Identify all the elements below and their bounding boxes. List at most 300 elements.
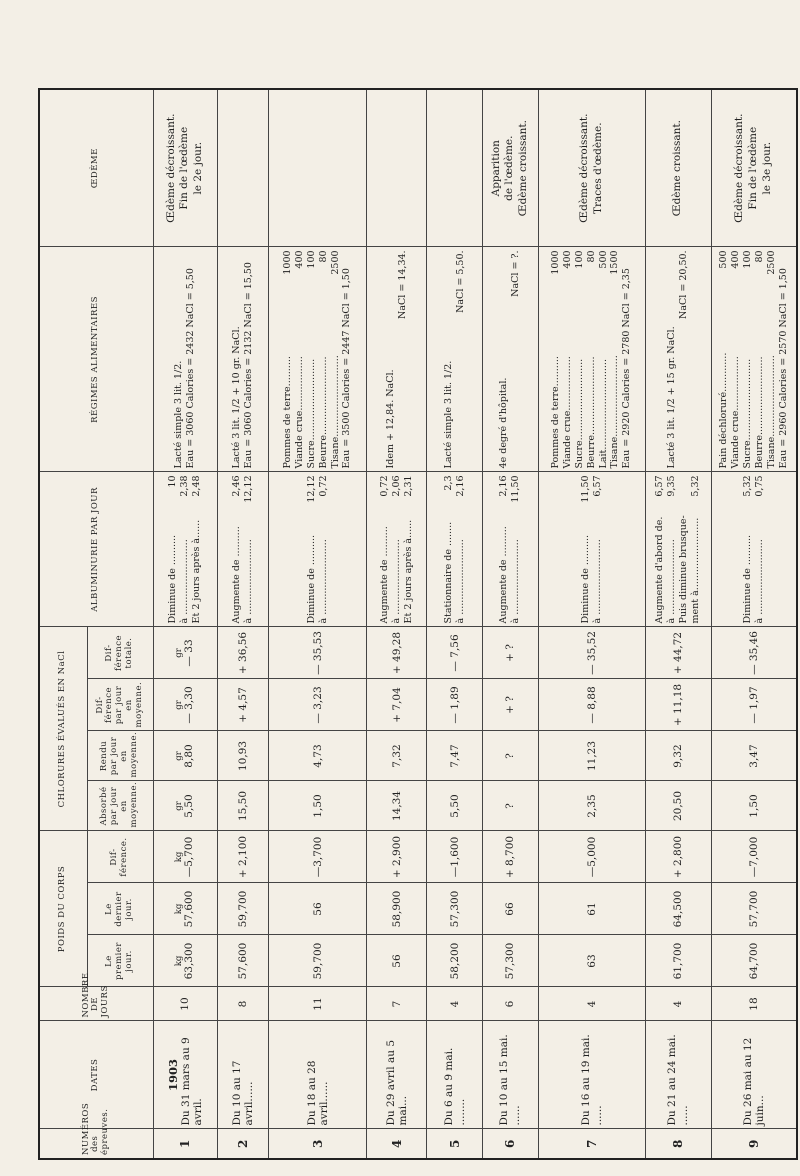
cell-poids-dernier (153, 883, 217, 935)
regime-item-label: Lait.............................. (597, 359, 609, 469)
albu-value: 0,72 (317, 475, 329, 497)
albu-label: Augmente de .......... (498, 526, 510, 624)
value: —5,700 (183, 836, 196, 878)
albu-label: Augmente d'abord de. (654, 516, 666, 624)
value: 57,600 (236, 942, 249, 980)
albu-line (231, 475, 243, 623)
regime-item (598, 250, 610, 468)
cell-poids-diff (153, 831, 217, 883)
regime-item-label: Tisane........................... (609, 355, 621, 469)
cell-diff-jour (217, 679, 268, 731)
albu-label: Augmente de .......... (230, 526, 242, 624)
regime-item-value: 100 (742, 250, 754, 269)
cell-poids-diff (427, 831, 483, 883)
albu-line (498, 475, 510, 623)
regime-text: Lacté 3 lit. 1/2 + 15 gr. NaCl. (666, 326, 678, 469)
table-row (427, 89, 483, 1159)
value: —3,700 (311, 836, 324, 878)
table-row (645, 89, 711, 1159)
albu-line (678, 475, 690, 623)
date-label: Du 18 au 28 avril...... (305, 1060, 330, 1126)
cell-poids-diff (711, 831, 797, 883)
cell-jours: 8 (217, 987, 268, 1021)
albu-value: 2,16 (498, 475, 510, 497)
albu-value: 9,35 (666, 475, 678, 497)
cell-diff-jour (427, 679, 483, 731)
cell-poids-diff (367, 831, 427, 883)
data-table (38, 88, 798, 1160)
cell-absorbe (711, 781, 797, 831)
date-label: Du 31 mars au 9 avril. (180, 1037, 205, 1126)
albu-label: à ......................... (454, 539, 466, 624)
cell-regime (427, 247, 483, 472)
albu-value: 2,16 (454, 475, 466, 497)
cell-absorbe (482, 781, 538, 831)
cell-oedeme (538, 89, 645, 247)
unit-label: gr (173, 751, 184, 761)
regime-text: Eau = 3060 Calories = 2432 NaCl = 5,50 (185, 268, 197, 469)
cell-diff-totale (711, 627, 797, 679)
value: 9,32 (672, 744, 685, 768)
regime-item-value: 400 (561, 250, 573, 269)
regime-text: Idem + 12,84. NaCl. (385, 369, 396, 469)
cell-poids-diff (538, 831, 645, 883)
albu-label: Stationnaire de ........ (442, 521, 454, 624)
albu-value: 2,31 (402, 475, 414, 497)
albu-value: 2,38 (179, 475, 191, 497)
oedeme-line: Apparition (489, 140, 502, 197)
cell-oedeme (711, 89, 797, 247)
cell-poids-premier (482, 935, 538, 987)
header-poids-dernier: Le dernier jour. (87, 883, 153, 935)
cell-albuminurie (153, 472, 217, 627)
albu-label: Et 2 jours après à...... (402, 519, 414, 624)
value: — 1,89 (448, 686, 461, 724)
value: — 35,46 (747, 631, 760, 675)
cell-albuminurie (482, 472, 538, 627)
value: —5,000 (585, 836, 598, 878)
albu-line (754, 475, 766, 623)
table-row (482, 89, 538, 1159)
cell-date (482, 1021, 538, 1129)
cell-diff-totale (217, 627, 268, 679)
value: 15,50 (236, 790, 249, 822)
regime-item-value: 400 (293, 250, 305, 269)
date-label: Du 29 avril au 5 mai... (384, 1039, 409, 1126)
regime-item (330, 250, 342, 468)
regime-item-label: Beurre.......................... (317, 356, 329, 469)
header-poids-diff: Dif- férence. (87, 831, 153, 883)
value: + 2,900 (390, 835, 403, 879)
regime-item (550, 250, 562, 468)
cell-rendu (482, 731, 538, 781)
albu-label: à ......................... (753, 539, 765, 624)
cell-absorbe (269, 781, 367, 831)
regime-item (318, 250, 330, 468)
regime-item (766, 250, 778, 468)
albu-value: 6,57 (654, 475, 666, 497)
cell-diff-totale (538, 627, 645, 679)
regime-item-label: Beurre.......................... (753, 356, 765, 469)
table-row (711, 89, 797, 1159)
value: 58,900 (390, 890, 403, 928)
cell-poids-premier (645, 935, 711, 987)
value: 58,200 (448, 942, 461, 980)
header-oedeme: ŒDÈME (39, 89, 153, 247)
value: — 1,97 (747, 686, 760, 724)
cell-rendu (711, 731, 797, 781)
value: 66 (504, 902, 517, 916)
albu-line (243, 475, 255, 623)
albu-label: à ......................... (317, 539, 329, 624)
albu-line (742, 475, 754, 623)
oedeme-line: Œdème croissant. (517, 120, 530, 217)
regime-item (754, 250, 766, 468)
value: 2,35 (585, 794, 598, 818)
cell-diff-jour (269, 679, 367, 731)
albu-line (306, 475, 318, 623)
regime-item-label: Sucre........................... (305, 358, 317, 469)
cell-absorbe (153, 781, 217, 831)
cell-jours: 7 (367, 987, 427, 1021)
cell-absorbe (427, 781, 483, 831)
value: + 2,100 (236, 835, 249, 879)
year-label: 1903 (166, 1059, 181, 1092)
oedeme-line: Œdème décroissant. (164, 113, 177, 223)
cell-diff-totale (427, 627, 483, 679)
albu-value: 2,06 (390, 475, 402, 497)
cell-jours: 6 (482, 987, 538, 1021)
header-num: NUMÉROS des épreuves. (39, 1129, 153, 1159)
value: —7,000 (747, 836, 760, 878)
header-poids: POIDS DU CORPS (39, 831, 87, 987)
albu-value: 12,12 (242, 475, 254, 503)
regime-item-label: Sucre........................... (742, 358, 754, 469)
value: 61,700 (672, 942, 685, 980)
albu-value: 2,46 (230, 475, 242, 497)
oedeme-line: Œdème décroissant. (577, 113, 590, 223)
oedeme-line: de l'œdème. (503, 135, 516, 201)
cell-poids-dernier (217, 883, 268, 935)
header-nb-jours: NOMBRE DE JOURS (39, 987, 153, 1021)
albu-line (666, 475, 678, 623)
albu-line (179, 475, 191, 623)
albu-line (592, 475, 604, 623)
albu-value: 0,75 (753, 475, 765, 497)
value: 63 (585, 954, 598, 968)
date-label: Du 21 au 24 mai. ...... (666, 1034, 691, 1126)
cell-poids-premier (367, 935, 427, 987)
cell-jours: 4 (645, 987, 711, 1021)
cell-rendu (269, 731, 367, 781)
header-poids-premier: Le premier jour. (87, 935, 153, 987)
regime-item-label: Tisane........................... (329, 355, 341, 469)
cell-albuminurie (538, 472, 645, 627)
cell-oedeme (217, 89, 268, 247)
cell-poids-diff (482, 831, 538, 883)
cell-regime (482, 247, 538, 472)
cell-regime (538, 247, 645, 472)
cell-poids-premier (711, 935, 797, 987)
header-chlor-difftot: Dif- férence totale. (87, 627, 153, 679)
regime-item (730, 250, 742, 468)
albu-line (379, 475, 391, 623)
regime-item-value: 1500 (609, 250, 621, 275)
oedeme-line: Fin de l'œdème (178, 126, 191, 210)
regime-item-label: Viande crue.................. (293, 356, 305, 469)
cell-oedeme (153, 89, 217, 247)
table-row (538, 89, 645, 1159)
cell-poids-dernier (367, 883, 427, 935)
albu-value: 2,48 (191, 475, 203, 497)
cell-albuminurie (645, 472, 711, 627)
cell-poids-diff (217, 831, 268, 883)
value: — 3,30 (183, 686, 196, 724)
cell-albuminurie (427, 472, 483, 627)
cell-poids-diff (269, 831, 367, 883)
value: ? (504, 753, 517, 759)
cell-poids-diff (645, 831, 711, 883)
value: — 35,52 (585, 631, 598, 675)
date-label: Du 10 au 15 mai. ...... (498, 1034, 523, 1126)
value: 8,80 (183, 744, 196, 768)
regime-text: NaCl = ?. (510, 250, 522, 297)
albu-label: à ......................... (666, 539, 678, 624)
unit-label: kg (173, 903, 184, 915)
regime-item-value: 1000 (550, 250, 561, 275)
cell-rendu (217, 731, 268, 781)
albu-value: 11,50 (579, 475, 591, 503)
cell-oedeme (269, 89, 367, 247)
date-label: Du 16 au 19 mai. ...... (579, 1034, 604, 1126)
cell-jours: 10 (153, 987, 217, 1021)
regime-text: Eau = 2960 Calories = 2570 NaCl = 1,50 (777, 268, 789, 469)
value: 64,700 (747, 942, 760, 980)
table-body (153, 89, 797, 1159)
regime-item-label: Tisane........................... (765, 355, 777, 469)
regime-item-value: 500 (597, 250, 609, 269)
albu-label: Et 2 jours après à...... (191, 519, 203, 624)
albu-label: Diminue de .......... (167, 534, 179, 624)
oedeme-line: Traces d'œdème. (591, 122, 604, 214)
cell-diff-jour (538, 679, 645, 731)
header-chlor-absorbe: Absorbé par jour en moyenne. (87, 781, 153, 831)
cell-diff-totale (269, 627, 367, 679)
cell-num: 2 (217, 1129, 268, 1159)
table-header (39, 89, 153, 1159)
regime-item (282, 250, 294, 468)
regime-text: Eau = 3060 Calories = 2132 NaCl = 15,50 (242, 262, 254, 469)
cell-absorbe (538, 781, 645, 831)
albu-label: à ......................... (591, 539, 603, 624)
albu-value: 0,72 (379, 475, 391, 497)
cell-jours: 4 (538, 987, 645, 1021)
table-row (217, 89, 268, 1159)
value: 1,50 (747, 794, 760, 818)
value: 1,50 (311, 794, 324, 818)
regime-item-label: Viande crue.................. (561, 356, 573, 469)
regime-item (586, 250, 598, 468)
cell-diff-jour (367, 679, 427, 731)
cell-num: 5 (427, 1129, 483, 1159)
regime-item-value: 80 (753, 250, 765, 263)
oedeme-line: le 2e jour. (191, 141, 204, 195)
cell-date (427, 1021, 483, 1129)
date-label: Du 6 au 9 mai. ........ (442, 1047, 467, 1126)
value: 4,73 (311, 744, 324, 768)
value: 57,300 (448, 890, 461, 928)
regime-item-value: 80 (585, 250, 597, 263)
regime-item-label: Sucre........................... (573, 358, 585, 469)
cell-date (367, 1021, 427, 1129)
regime-item-label: Beurre.......................... (585, 356, 597, 469)
value: — 7,56 (448, 634, 461, 672)
regime-item-value: 1000 (282, 250, 294, 275)
cell-rendu (367, 731, 427, 781)
cell-diff-jour (482, 679, 538, 731)
value: + 7,04 (390, 687, 403, 723)
value: 7,47 (448, 744, 461, 768)
value: + 8,700 (504, 835, 517, 879)
header-albuminurie: ALBUMINURIE PAR JOUR (39, 472, 153, 627)
value: — 8,88 (585, 686, 598, 724)
regime-text: NaCl = 14,34. (396, 250, 408, 319)
cell-diff-totale (645, 627, 711, 679)
albu-line (690, 475, 702, 623)
cell-num: 6 (482, 1129, 538, 1159)
regime-item (294, 250, 306, 468)
albu-value: 5,32 (690, 475, 702, 497)
value: ? (504, 803, 517, 809)
cell-regime (153, 247, 217, 472)
cell-num: 9 (711, 1129, 797, 1159)
albu-value: 5,32 (742, 475, 754, 497)
table-row (153, 89, 217, 1159)
regime-item (306, 250, 318, 468)
unit-label: gr (173, 700, 184, 710)
oedeme-line: Œdème croissant. (671, 120, 684, 217)
cell-jours: 4 (427, 987, 483, 1021)
value: 11,23 (585, 740, 598, 772)
albu-line (191, 475, 203, 623)
cell-poids-dernier (645, 883, 711, 935)
albu-line (654, 475, 666, 623)
unit-label: gr (173, 801, 184, 811)
cell-num: 8 (645, 1129, 711, 1159)
value: 56 (390, 954, 403, 968)
albu-label: Diminue de .......... (742, 534, 754, 624)
cell-diff-jour (645, 679, 711, 731)
cell-albuminurie (269, 472, 367, 627)
regime-item-label: Viande crue.................. (730, 356, 742, 469)
oedeme-line: Fin de l'œdème (747, 126, 760, 210)
cell-jours: 18 (711, 987, 797, 1021)
value: + ? (504, 696, 517, 714)
unit-label: kg (173, 955, 184, 967)
cell-poids-premier (217, 935, 268, 987)
regime-item-label: Pommes de terre.......... (550, 356, 561, 469)
cell-date (645, 1021, 711, 1129)
oedeme-line: le 3e jour. (760, 141, 773, 195)
albu-line (580, 475, 592, 623)
albu-value: 12,12 (305, 475, 317, 503)
regime-item-value: 500 (718, 250, 730, 269)
cell-num: 4 (367, 1129, 427, 1159)
regime-text: Lacté simple 3 lit. 1/2. (442, 360, 454, 469)
value: —1,600 (448, 836, 461, 878)
cell-poids-dernier (482, 883, 538, 935)
date-label: Du 26 mai au 12 juin... (741, 1037, 766, 1126)
cell-poids-premier (269, 935, 367, 987)
regime-item (562, 250, 574, 468)
cell-regime (645, 247, 711, 472)
header-dates: DATES (39, 1021, 153, 1129)
cell-rendu (645, 731, 711, 781)
cell-albuminurie (367, 472, 427, 627)
value: 59,700 (311, 942, 324, 980)
albu-label: Puis diminue brusque- (678, 515, 690, 624)
cell-regime (269, 247, 367, 472)
value: — 3,23 (311, 686, 324, 724)
regime-item-value: 400 (730, 250, 742, 269)
cell-absorbe (367, 781, 427, 831)
cell-albuminurie (711, 472, 797, 627)
value: 56 (311, 902, 324, 916)
regime-text: Eau = 2920 Calories = 2780 NaCl = 2,35 (621, 268, 633, 469)
header-chlor-diffjour: Dif- férence par jour en moyenne. (87, 679, 153, 731)
value: — 33 (183, 639, 196, 667)
header-regimes: RÉGIMES ALIMENTAIRES (39, 247, 153, 472)
value: 57,700 (747, 890, 760, 928)
value: + 36,56 (236, 631, 249, 675)
regime-text: Lacté 3 lit. 1/2 + 10 gr. NaCl. (230, 326, 242, 469)
albu-label: Diminue de .......... (305, 534, 317, 624)
cell-diff-totale (367, 627, 427, 679)
cell-poids-dernier (538, 883, 645, 935)
cell-poids-premier (538, 935, 645, 987)
albu-value: 2,3 (442, 475, 454, 491)
regime-text: NaCl = 20,50. (678, 250, 690, 319)
cell-rendu (538, 731, 645, 781)
value: + 2,800 (672, 835, 685, 879)
albu-label: ment à........................ (690, 517, 702, 624)
value: 59,700 (236, 890, 249, 928)
value: 64,500 (672, 890, 685, 928)
albu-line (510, 475, 522, 623)
unit-label: gr (173, 648, 184, 658)
cell-poids-premier (427, 935, 483, 987)
albu-value: 10 (167, 475, 179, 488)
regime-text: NaCl = 5,50. (454, 250, 466, 313)
albu-label: à ......................... (510, 539, 522, 624)
value: 5,50 (448, 794, 461, 818)
albu-value: 6,57 (591, 475, 603, 497)
albu-line (318, 475, 330, 623)
cell-rendu (427, 731, 483, 781)
albu-label: à ......................... (179, 539, 191, 624)
value: + 4,57 (236, 687, 249, 723)
value: 3,47 (747, 744, 760, 768)
value: 20,50 (672, 790, 685, 822)
cell-absorbe (217, 781, 268, 831)
albu-line (167, 475, 179, 623)
cell-date (538, 1021, 645, 1129)
value: 57,300 (504, 942, 517, 980)
value: — 35,53 (311, 631, 324, 675)
value: 7,32 (390, 744, 403, 768)
albu-line (403, 475, 415, 623)
value: + ? (504, 644, 517, 662)
